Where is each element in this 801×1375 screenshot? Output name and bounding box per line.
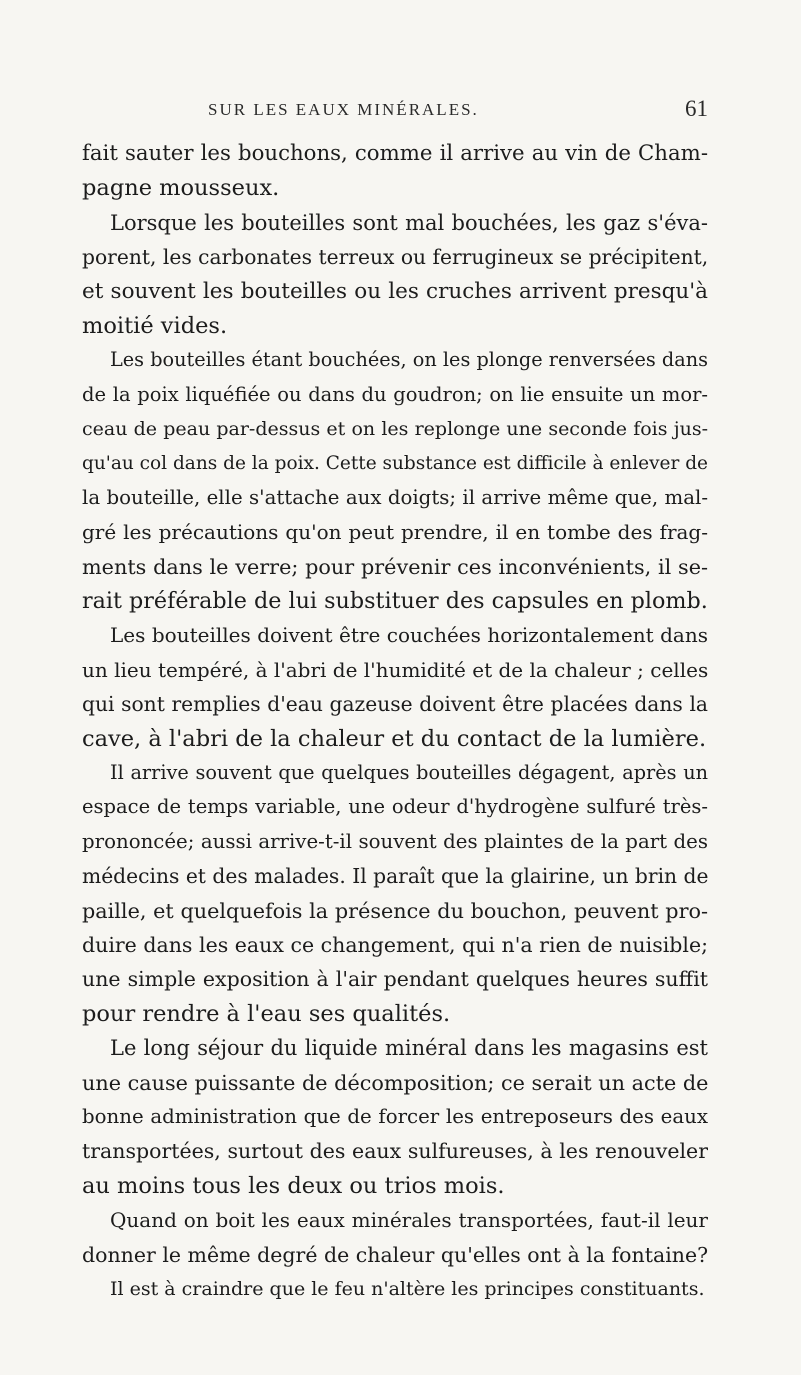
body-text bbox=[82, 137, 708, 1306]
text-line: moitié vides. bbox=[82, 312, 228, 339]
text-line: et souvent les bouteilles ou les cruches arrivent presqu'à bbox=[82, 278, 708, 304]
text-line: Quand on boit les eaux minérales transportées, faut-il leur bbox=[110, 1208, 708, 1233]
running-head bbox=[208, 96, 708, 126]
running-title: SUR LES EAUX MINÉRALES. bbox=[208, 100, 479, 119]
text-line: qu'au col dans de la poix. Cette substance est difficile à enlever de bbox=[82, 452, 708, 474]
text-line: au moins tous les deux ou trios mois. bbox=[82, 1172, 505, 1199]
text-line: médecins et des malades. Il paraît que la glairine, un brin de bbox=[82, 864, 708, 889]
text-line: Le long séjour du liquide minéral dans les magasins est bbox=[110, 1036, 708, 1061]
text-line: une simple exposition à l'air pendant quelques heures suffit bbox=[82, 967, 708, 992]
text-line: fait sauter les bouchons, comme il arrive au vin de Cham- bbox=[82, 141, 708, 166]
text-line: pour rendre à l'eau ses qualités. bbox=[82, 1000, 451, 1027]
text-line: cave, à l'abri de la chaleur et du contact de la lumière. bbox=[82, 725, 707, 752]
text-line: la bouteille, elle s'attache aux doigts; il arrive même que, mal- bbox=[82, 485, 708, 509]
text-line: de la poix liquéfiée ou dans du goudron; on lie ensuite un mor- bbox=[82, 382, 708, 406]
text-line: transportées, surtout des eaux sulfureuses, à les renouveler bbox=[82, 1139, 708, 1164]
text-line: donner le même degré de chaleur qu'elles ont à la fontaine? bbox=[82, 1242, 708, 1267]
text-line: paille, et quelquefois la présence du bouchon, peuvent pro- bbox=[82, 898, 708, 923]
text-line: espace de temps variable, une odeur d'hydrogène sulfuré très- bbox=[82, 795, 708, 819]
text-line: qui sont remplies d'eau gazeuse doivent être placées dans la bbox=[82, 692, 708, 717]
text-line: une cause puissante de décomposition; ce serait un acte de bbox=[82, 1070, 708, 1095]
text-line: ceau de peau par-dessus et on les replonge une seconde fois jus- bbox=[82, 418, 708, 441]
text-line: Les bouteilles étant bouchées, on les plonge renversées dans bbox=[110, 348, 708, 372]
text-line: Il arrive souvent que quelques bouteilles dégagent, après un bbox=[110, 761, 708, 785]
text-line: prononcée; aussi arrive-t-il souvent des plaintes de la part des bbox=[82, 829, 708, 853]
text-line: rait préférable de lui substituer des capsules en plomb. bbox=[82, 588, 708, 615]
text-line: Il est à craindre que le feu n'altère les principes constituants. bbox=[110, 1277, 705, 1300]
text-line: Lorsque les bouteilles sont mal bouchées, les gaz s'éva- bbox=[110, 210, 708, 235]
page-number: 61 bbox=[685, 96, 708, 121]
text-line: Les bouteilles doivent être couchées horizontalement dans bbox=[110, 623, 708, 648]
text-line: un lieu tempéré, à l'abri de l'humidité et de la chaleur ; celles bbox=[82, 657, 708, 682]
text-line: duire dans les eaux ce changement, qui n'a rien de nuisible; bbox=[82, 932, 708, 957]
text-line: ments dans le verre; pour prévenir ces inconvénients, il se- bbox=[82, 554, 708, 579]
text-line: pagne mousseux. bbox=[82, 175, 280, 202]
text-line: gré les précautions qu'on peut prendre, il en tombe des frag- bbox=[82, 520, 708, 545]
text-line: porent, les carbonates terreux ou ferrugineux se précipitent, bbox=[82, 245, 708, 270]
text-line: bonne administration que de forcer les entreposeurs des eaux bbox=[82, 1104, 708, 1128]
